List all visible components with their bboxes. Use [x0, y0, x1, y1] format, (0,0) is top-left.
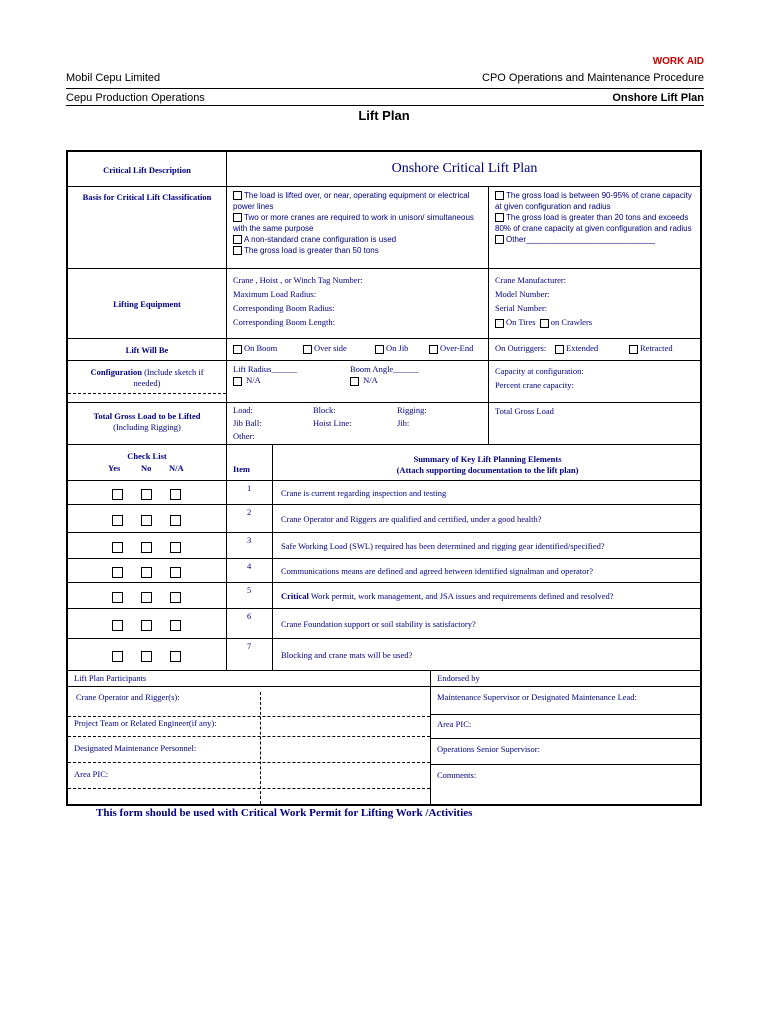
config-dashed-line — [68, 393, 226, 394]
item-number: 2 — [226, 504, 272, 532]
no-checkbox[interactable] — [141, 592, 152, 603]
no-checkbox[interactable] — [141, 651, 152, 662]
lift-radius-field[interactable]: Lift Radius______ — [233, 364, 297, 374]
endorsed-label: Endorsed by — [430, 670, 702, 686]
gross-load-components — [226, 402, 488, 444]
configuration-note: (Include sketch if needed) — [133, 367, 204, 388]
checklist-item-text: Crane is current regarding inspection and testing — [272, 480, 702, 504]
lift-radius-cell — [226, 360, 344, 402]
header-divider-2 — [66, 105, 704, 106]
basis-left-options — [226, 186, 488, 268]
checkbox[interactable] — [375, 345, 384, 354]
description-value: Onshore Critical Lift Plan — [226, 152, 702, 186]
description-label: Critical Lift Description — [103, 165, 191, 175]
basis-option-1[interactable]: The load is lifted over, or near, operating equipment or electrical power lines — [233, 191, 470, 211]
load-field[interactable]: Load: — [233, 405, 253, 415]
checkbox[interactable] — [303, 345, 312, 354]
basis-option-3[interactable]: A non-standard crane configuration is used — [233, 234, 482, 245]
checkbox[interactable] — [233, 377, 242, 386]
capacity-config-field[interactable]: Capacity at configuration: — [495, 366, 584, 376]
company-name: Mobil Cepu Limited — [66, 72, 161, 84]
participants-dash-4 — [68, 788, 430, 789]
checklist-item-text: Communications means are defined and agreed between identified signalman and operator? — [272, 558, 702, 582]
na-checkbox[interactable] — [170, 542, 181, 553]
checklist-item-text: Crane Foundation support or soil stability is satisfactory? — [272, 608, 702, 638]
document-name: Onshore Lift Plan — [612, 92, 704, 104]
checklist-boxes — [68, 480, 226, 504]
lifting-equipment-label: Lifting Equipment — [68, 268, 226, 338]
item-number: 7 — [226, 638, 272, 670]
jib-field[interactable]: Jib: — [397, 418, 410, 428]
checkbox[interactable] — [233, 246, 242, 255]
na-checkbox[interactable] — [170, 489, 181, 500]
basis-right-options — [488, 186, 702, 268]
rigging-field[interactable]: Rigging: — [397, 405, 427, 415]
gross-load-note: (Including Rigging) — [113, 422, 181, 432]
crawlers-label: on Crawlers — [550, 317, 593, 327]
summary-title: Summary of Key Lift Planning Elements — [413, 454, 562, 464]
checkbox[interactable] — [429, 345, 438, 354]
basis-option-4[interactable]: The gross load is greater than 50 tons — [233, 245, 482, 256]
configuration-cell — [68, 360, 226, 402]
participants-dash-2 — [68, 736, 430, 737]
checkbox[interactable] — [555, 345, 564, 354]
item-column-label: Item — [226, 444, 272, 480]
checkbox[interactable] — [233, 191, 242, 200]
model-number-field[interactable]: Model Number: — [495, 289, 550, 299]
jib-ball-field[interactable]: Jib Ball: — [233, 418, 262, 428]
checklist-item-text: Safe Working Load (SWL) required has been determined and rigging gear identified/specified? — [272, 532, 702, 558]
procedure-name: CPO Operations and Maintenance Procedure — [482, 72, 704, 84]
checkbox[interactable] — [233, 213, 242, 222]
crane-manufacturer-field[interactable]: Crane Manufacturer: — [495, 275, 567, 285]
checklist-boxes — [68, 532, 226, 558]
item-number: 3 — [226, 532, 272, 558]
mount-options — [495, 315, 696, 329]
boom-length-field[interactable]: Corresponding Boom Length: — [233, 317, 335, 327]
tires-checkbox[interactable] — [495, 319, 504, 328]
basis-option-2[interactable]: Two or more cranes are required to work in unison/ simultaneous with the same purpose — [233, 213, 474, 233]
outriggers-label: On Outriggers: — [495, 343, 547, 353]
checklist-boxes — [68, 638, 226, 670]
hoist-line-field[interactable]: Hoist Line: — [313, 418, 352, 428]
lift-will-be-label: Lift Will Be — [68, 338, 226, 360]
no-checkbox[interactable] — [141, 515, 152, 526]
yes-checkbox[interactable] — [112, 567, 123, 578]
max-load-radius-field[interactable]: Maximum Load Radius: — [233, 289, 317, 299]
no-checkbox[interactable] — [141, 567, 152, 578]
checkbox[interactable] — [495, 191, 504, 200]
basis-option-other[interactable]: Other_____________________________ — [495, 234, 696, 245]
yes-checkbox[interactable] — [112, 592, 123, 603]
checkbox[interactable] — [495, 235, 504, 244]
basis-label: Basis for Critical Lift Classification — [68, 186, 226, 268]
participants-dash-1 — [68, 716, 430, 717]
lifting-left-fields — [226, 268, 488, 338]
na-checkbox[interactable] — [170, 515, 181, 526]
checklist-boxes — [68, 608, 226, 638]
page-title: Lift Plan — [358, 108, 410, 123]
over-side-option[interactable]: Over side — [303, 343, 347, 354]
no-checkbox[interactable] — [141, 542, 152, 553]
yes-checkbox[interactable] — [112, 489, 123, 500]
project-engineer-field[interactable]: Project Team or Related Engineer(if any): — [74, 718, 217, 728]
yes-checkbox[interactable] — [112, 542, 123, 553]
na-checkbox[interactable] — [170, 620, 181, 631]
work-aid-label: WORK AID — [652, 56, 704, 67]
crane-operator-field[interactable]: Crane Operator and Rigger(s): — [68, 686, 430, 714]
item-number: 6 — [226, 608, 272, 638]
boom-radius-field[interactable]: Corresponding Boom Radius: — [233, 303, 335, 313]
boom-angle-cell — [344, 360, 488, 402]
boom-angle-field[interactable]: Boom Angle______ — [350, 364, 419, 374]
gross-load-label: Total Gross Load to be Lifted — [93, 411, 201, 421]
footer-note: This form should be used with Critical Work Permit for Lifting Work /Activities — [96, 807, 473, 819]
participants-label: Lift Plan Participants — [68, 670, 430, 686]
checklist-label: Check List — [127, 451, 167, 461]
over-end-option[interactable]: Over-End — [429, 343, 473, 354]
checklist-item-text: Critical Work permit, work management, and JSA issues and requirements defined and resolved? — [272, 582, 702, 608]
checklist-item-text: Blocking and crane mats will be used? — [272, 638, 702, 670]
tag-number-field[interactable]: Crane , Hoist , or Winch Tag Number: — [233, 275, 363, 285]
no-column-label: No — [141, 463, 152, 473]
extended-option[interactable]: Extended — [555, 343, 598, 354]
total-gross-field[interactable]: Total Gross Load — [488, 402, 702, 444]
lift-plan-form — [66, 150, 702, 806]
endorser-area-pic-field[interactable]: Area PIC: — [430, 714, 702, 738]
on-boom-option[interactable]: On Boom — [233, 343, 277, 354]
na-checkbox[interactable] — [170, 592, 181, 603]
outrigger-options — [488, 338, 702, 360]
department-name: Cepu Production Operations — [66, 92, 205, 104]
header-divider — [66, 88, 704, 89]
participant-area-pic-field[interactable]: Area PIC: — [74, 769, 109, 779]
on-jib-option[interactable]: On Jib — [375, 343, 408, 354]
document-header — [66, 52, 704, 102]
item-number: 1 — [226, 480, 272, 504]
participants-dash-3 — [68, 762, 430, 763]
checkbox[interactable] — [233, 235, 242, 244]
boom-angle-na[interactable]: N/A — [350, 375, 482, 386]
serial-number-field[interactable]: Serial Number: — [495, 303, 548, 313]
tires-label: On Tires — [506, 317, 536, 327]
yes-checkbox[interactable] — [112, 620, 123, 631]
checklist-header — [68, 444, 226, 480]
item-number: 4 — [226, 558, 272, 582]
no-checkbox[interactable] — [141, 489, 152, 500]
na-checkbox[interactable] — [170, 567, 181, 578]
crawlers-checkbox[interactable] — [540, 319, 549, 328]
other-field[interactable]: Other: — [233, 431, 255, 441]
ops-senior-supervisor-field[interactable]: Operations Senior Supervisor: — [430, 738, 702, 764]
configuration-label: Configuration — [90, 367, 142, 377]
checklist-item-text: Crane Operator and Riggers are qualified and certified, under a good health? — [272, 504, 702, 532]
checkbox[interactable] — [350, 377, 359, 386]
gross-load-cell — [68, 402, 226, 444]
retracted-option[interactable]: Retracted — [629, 343, 673, 354]
yes-checkbox[interactable] — [112, 515, 123, 526]
maintenance-personnel-field[interactable]: Designated Maintenance Personnel: — [74, 743, 197, 753]
checkbox[interactable] — [495, 213, 504, 222]
checklist-boxes — [68, 582, 226, 608]
critical-emphasis: Critical — [281, 591, 309, 601]
capacity-cell — [488, 360, 702, 402]
comments-field[interactable]: Comments: — [430, 764, 702, 804]
lift-radius-na[interactable]: N/A — [233, 375, 338, 386]
na-checkbox[interactable] — [170, 651, 181, 662]
checklist-boxes — [68, 504, 226, 532]
percent-capacity-field[interactable]: Percent crane capacity: — [495, 380, 574, 390]
basis-option-6[interactable]: The gross load is greater than 20 tons and exceeds 80% of crane capacity at given configuration and radius — [495, 213, 692, 233]
maintenance-supervisor-field[interactable]: Maintenance Supervisor or Designated Maintenance Lead: — [430, 686, 702, 714]
yes-checkbox[interactable] — [112, 651, 123, 662]
summary-header — [272, 444, 702, 480]
block-field[interactable]: Block: — [313, 405, 336, 415]
checkbox[interactable] — [233, 345, 242, 354]
na-column-label: N/A — [169, 463, 184, 473]
item-number: 5 — [226, 582, 272, 608]
summary-subtitle: (Attach supporting documentation to the lift plan) — [396, 465, 579, 475]
lift-options — [226, 338, 488, 360]
yes-column-label: Yes — [108, 463, 121, 473]
basis-option-5[interactable]: The gross load is between 90-95% of crane capacity at given configuration and radius — [495, 191, 692, 211]
lifting-right-fields — [488, 268, 702, 338]
checkbox[interactable] — [629, 345, 638, 354]
checklist-boxes — [68, 558, 226, 582]
no-checkbox[interactable] — [141, 620, 152, 631]
